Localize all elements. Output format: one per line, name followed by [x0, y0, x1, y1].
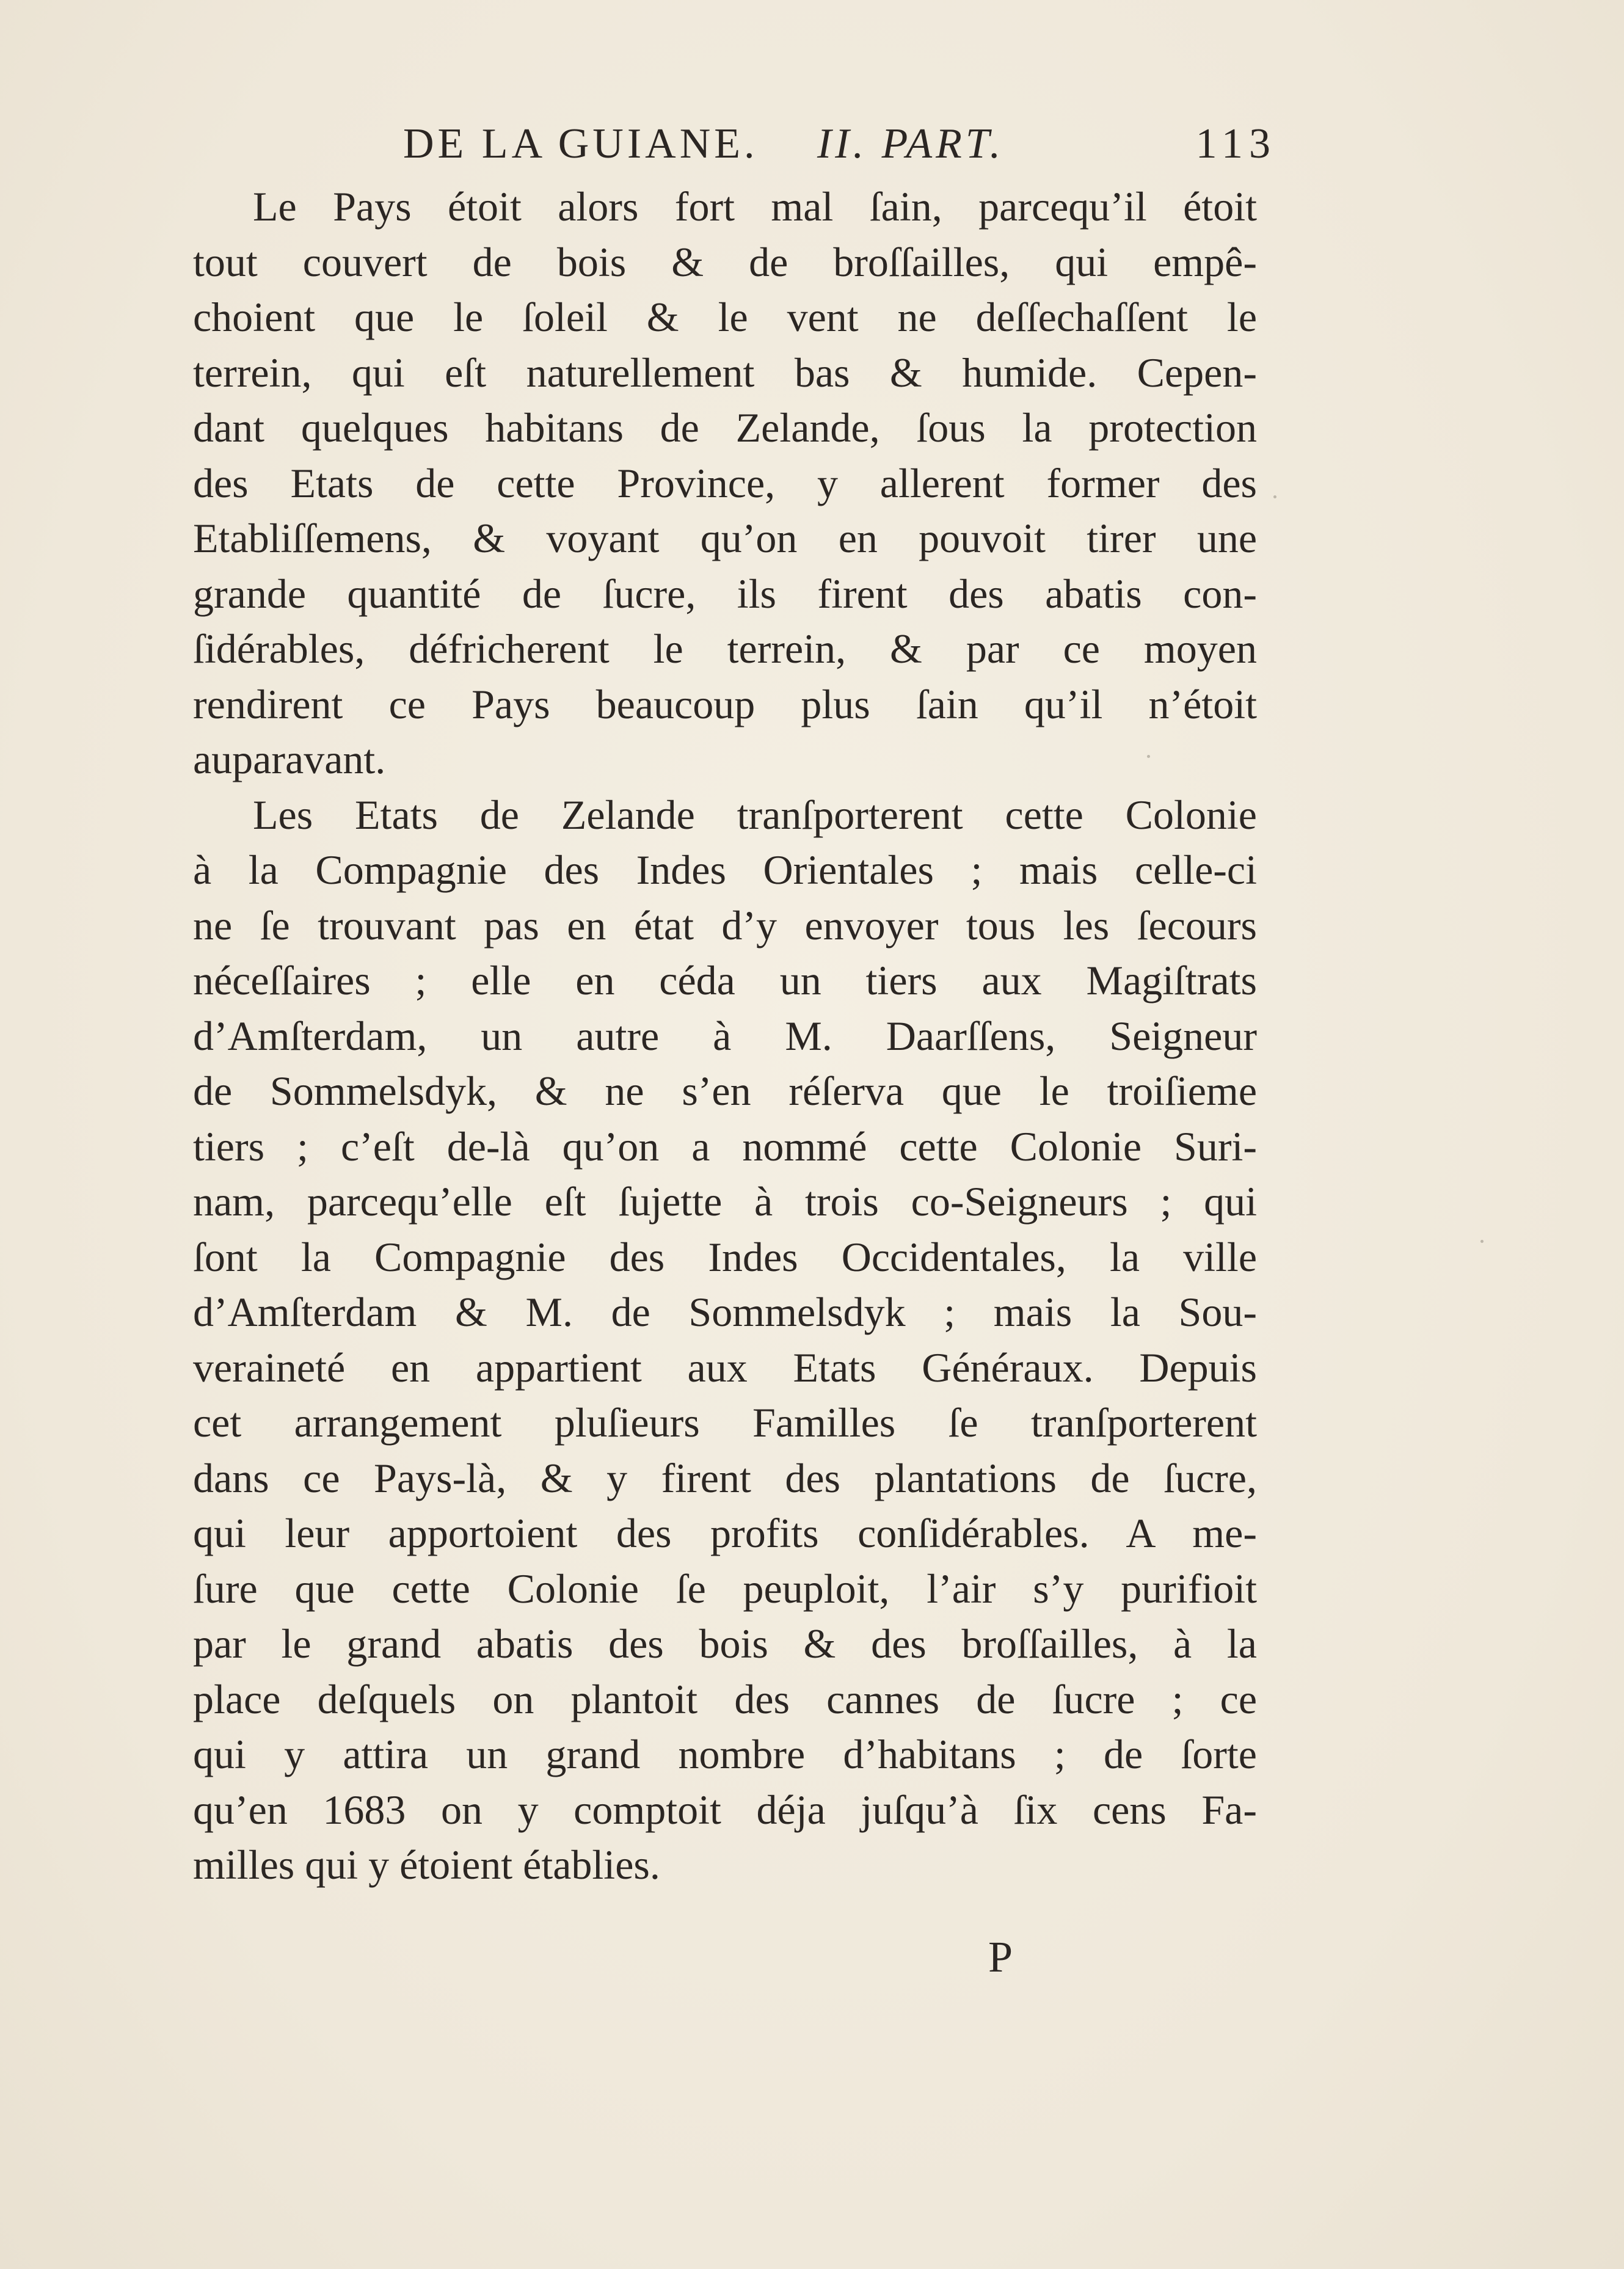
- text-line: par le grand abatis des bois & des broſſailles, à la: [193, 1620, 1257, 1667]
- text-line: d’Amſterdam & M. de Sommelsdyk ; mais la Sou-: [193, 1289, 1257, 1335]
- text-line: qu’en 1683 on y comptoit déja juſqu’à ſix cens Fa-: [193, 1786, 1257, 1833]
- text-line: auparavant.: [193, 736, 386, 782]
- paper-speck: [1147, 755, 1150, 758]
- body-text: [193, 179, 1257, 1893]
- text-line: dant quelques habitans de Zelande, ſous la protection: [193, 404, 1257, 451]
- paper-speck: [1273, 495, 1276, 498]
- running-head-title: DE LA GUIANE.: [403, 120, 759, 167]
- catchword: P: [988, 1932, 1013, 1981]
- text-line: choient que le ſoleil & le vent ne deſſechaſſent le: [193, 294, 1257, 340]
- running-head: [403, 120, 1276, 175]
- text-line: ne ſe trouvant pas en état d’y envoyer tous les ſecours: [193, 901, 1257, 949]
- text-line: ſont la Compagnie des Indes Occidentales, la ville: [193, 1233, 1257, 1280]
- text-line: veraineté en appartient aux Etats Généraux. Depuis: [193, 1344, 1257, 1391]
- text-line: tout couvert de bois & de broſſailles, qui empê-: [193, 238, 1257, 285]
- text-line: ſidérables, défricherent le terrein, & par ce moyen: [193, 625, 1257, 672]
- text-line: terrein, qui eſt naturellement bas & humide. Cepen-: [193, 349, 1257, 396]
- text-line: des Etats de cette Province, y allerent former des: [193, 459, 1257, 506]
- text-line: Etabliſſemens, & voyant qu’on en pouvoit tirer une: [193, 515, 1257, 561]
- text-line: qui leur apportoient des profits conſidérables. A me-: [193, 1510, 1257, 1556]
- text-line: grande quantité de ſucre, ils firent des abatis con-: [193, 570, 1257, 617]
- text-line: dans ce Pays-là, & y firent des plantations de ſucre,: [193, 1454, 1257, 1501]
- running-head-part: II. PART.: [817, 120, 1005, 167]
- text-line: place deſquels on plantoit des cannes de ſucre ; ce: [193, 1675, 1257, 1722]
- text-line: Les Etats de Zelande tranſporterent cette Colonie: [253, 791, 1257, 838]
- text-line: milles qui y étoient établies.: [193, 1841, 660, 1888]
- text-line: de Sommelsdyk, & ne s’en réſerva que le troiſieme: [193, 1068, 1257, 1114]
- text-line: néceſſaires ; elle en céda un tiers aux Magiſtrats: [193, 957, 1257, 1003]
- text-line: ſure que cette Colonie ſe peuploit, l’air s’y purifioit: [193, 1565, 1257, 1612]
- paper-speck: [1480, 1240, 1484, 1243]
- text-line: cet arrangement pluſieurs Familles ſe tranſporterent: [193, 1399, 1257, 1446]
- text-line: d’Amſterdam, un autre à M. Daarſſens, Seigneur: [193, 1012, 1257, 1059]
- text-line: Le Pays étoit alors fort mal ſain, parcequ’il étoit: [253, 183, 1257, 230]
- text-line: qui y attira un grand nombre d’habitans ; de ſorte: [193, 1731, 1257, 1777]
- text-line: nam, parcequ’elle eſt ſujette à trois co-Seigneurs ; qui: [193, 1178, 1257, 1225]
- text-line: à la Compagnie des Indes Orientales ; mais celle-ci: [193, 847, 1257, 893]
- text-line: rendirent ce Pays beaucoup plus ſain qu’il n’étoit: [193, 680, 1257, 727]
- text-line: tiers ; c’eſt de-là qu’on a nommé cette Colonie Suri-: [193, 1123, 1257, 1170]
- page-number: 113: [1195, 120, 1276, 167]
